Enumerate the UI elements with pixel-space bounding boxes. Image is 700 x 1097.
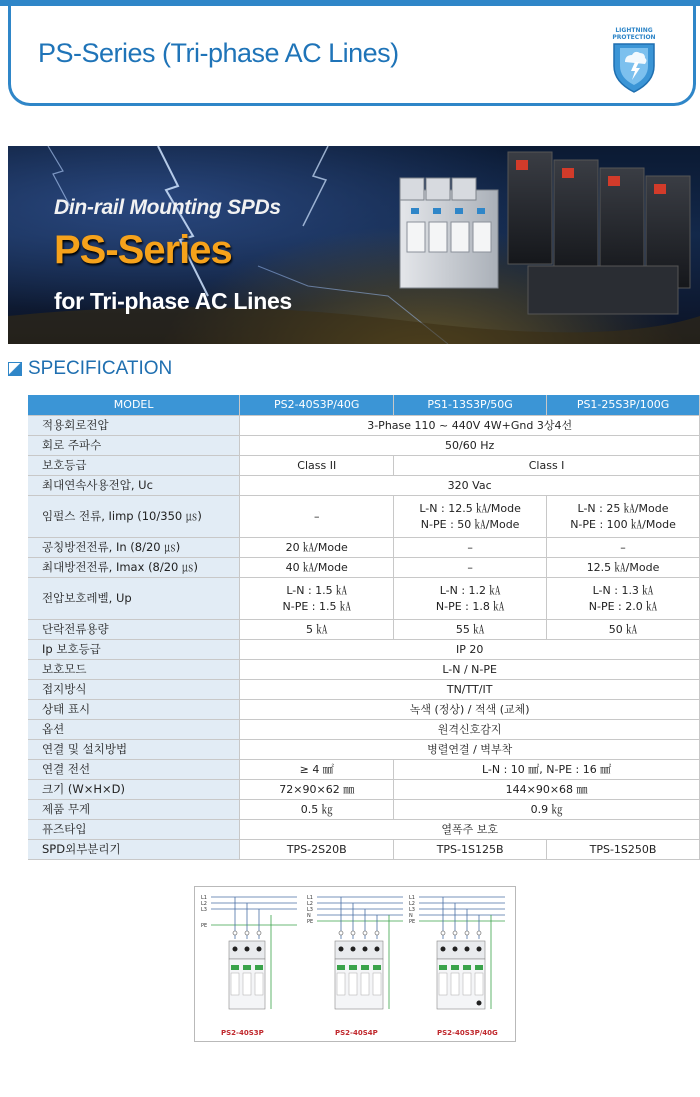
status-window: [337, 965, 345, 970]
banner-title: PS-Series: [54, 228, 232, 272]
row-value: [547, 577, 700, 619]
terminal: [363, 931, 367, 935]
value-line: N-PE : 100 ㎄/Mode: [570, 518, 676, 531]
row-label: 단락전류용량: [28, 619, 240, 639]
line-label: L2: [307, 901, 313, 907]
row-value: TPS-2S20B: [240, 839, 394, 859]
table-row: [28, 475, 700, 495]
line-label: L2: [409, 901, 415, 907]
cartridge: [439, 973, 447, 995]
terminal: [351, 931, 355, 935]
table-header-row: [28, 395, 700, 415]
header-model-1: PS2-40S3P/40G: [240, 395, 394, 415]
cartridge: [373, 973, 381, 995]
section-marker-icon: [8, 362, 22, 376]
row-label: 보호등급: [28, 455, 240, 475]
row-value: IP 20: [240, 639, 700, 659]
row-label: 상태 표시: [28, 699, 240, 719]
row-value: 320 Vac: [240, 475, 700, 495]
table-row: [28, 679, 700, 699]
row-label: 공칭방전전류, In (8/20 ㎲): [28, 537, 240, 557]
diagram-caption: PS2-40S3P: [221, 1029, 264, 1037]
row-value: 3-Phase 110 ~ 440V 4W+Gnd 3상4선: [240, 415, 700, 435]
terminal: [453, 931, 457, 935]
row-label: 크기 (W×H×D): [28, 779, 240, 799]
row-value: TN/TT/IT: [240, 679, 700, 699]
status-window: [451, 965, 459, 970]
table-row: [28, 819, 700, 839]
row-value: 40 ㎄/Mode: [240, 557, 394, 577]
row-value: 5 ㎄: [240, 619, 394, 639]
table-row: [28, 699, 700, 719]
value-line: N-PE : 1.8 ㎄: [435, 600, 505, 613]
terminal-screw: [375, 947, 380, 952]
cartridge: [337, 973, 345, 995]
banner-subtitle: Din-rail Mounting SPDs: [54, 196, 281, 219]
value-line: L-N : 1.3 ㎄: [592, 584, 654, 597]
status-window: [231, 965, 239, 970]
terminal-screw: [465, 947, 470, 952]
row-value: L-N / N-PE: [240, 659, 700, 679]
status-window: [255, 965, 263, 970]
row-label: 최대연속사용전압, Uc: [28, 475, 240, 495]
header-model: MODEL: [28, 395, 240, 415]
row-value: 55 ㎄: [394, 619, 547, 639]
table-row: [28, 537, 700, 557]
line-label: L2: [201, 901, 207, 907]
terminal-screw: [257, 947, 262, 952]
table-row: [28, 739, 700, 759]
line-label: L3: [409, 907, 415, 913]
row-value: [240, 577, 394, 619]
row-value: Class II: [240, 455, 394, 475]
table-row: [28, 759, 700, 779]
terminal: [375, 931, 379, 935]
line-label: L1: [409, 895, 415, 901]
row-value: 50 ㎄: [547, 619, 700, 639]
line-label: PE: [201, 923, 208, 929]
line-label: L3: [307, 907, 313, 913]
line-label: L1: [201, 895, 207, 901]
row-label: 접지방식: [28, 679, 240, 699]
badge-text-line1: LIGHTNING: [615, 27, 653, 34]
row-value: 0.9 ㎏: [394, 799, 700, 819]
row-value: –: [394, 537, 547, 557]
status-window: [463, 965, 471, 970]
table-row: [28, 839, 700, 859]
value-line: N-PE : 1.5 ㎄: [282, 600, 351, 613]
row-value: [547, 495, 700, 537]
row-label: 퓨즈타입: [28, 819, 240, 839]
row-value: –: [547, 537, 700, 557]
row-label: 제품 무게: [28, 799, 240, 819]
diagram-caption: PS2-40S3P/40G: [437, 1029, 498, 1037]
row-value: [394, 577, 547, 619]
terminal: [441, 931, 445, 935]
terminal-screw: [363, 947, 368, 952]
product-banner: [8, 146, 700, 344]
terminal: [233, 931, 237, 935]
terminal: [465, 931, 469, 935]
value-line: L-N : 12.5 ㎄/Mode: [419, 502, 521, 515]
row-label: SPD외부분리기: [28, 839, 240, 859]
lightning-protection-badge-icon: [606, 24, 662, 96]
row-value: TPS-1S250B: [547, 839, 700, 859]
terminal-screw: [441, 947, 446, 952]
status-window: [361, 965, 369, 970]
line-label: PE: [307, 919, 314, 925]
row-value: 12.5 ㎄/Mode: [547, 557, 700, 577]
line-label: PE: [409, 919, 416, 925]
row-value: 원격신호감지: [240, 719, 700, 739]
cartridge: [463, 973, 471, 995]
status-window: [475, 965, 483, 970]
terminal-screw: [351, 947, 356, 952]
table-row: [28, 435, 700, 455]
wiring-diagram-drawing: [195, 887, 517, 1043]
terminal: [477, 931, 481, 935]
terminal-screw: [477, 1001, 482, 1006]
spec-table: [28, 395, 700, 860]
table-row: [28, 577, 700, 619]
row-value: 병렬연결 / 벽부착: [240, 739, 700, 759]
row-value: 72×90×62 ㎜: [240, 779, 394, 799]
terminal: [339, 931, 343, 935]
line-label: L3: [201, 907, 207, 913]
row-value: TPS-1S125B: [394, 839, 547, 859]
row-label: 옵션: [28, 719, 240, 739]
row-value: [394, 495, 547, 537]
terminal-screw: [233, 947, 238, 952]
specification-heading: [8, 358, 172, 380]
banner-tagline: for Tri-phase AC Lines: [54, 288, 292, 314]
row-value: –: [240, 495, 394, 537]
row-label: 회로 주파수: [28, 435, 240, 455]
terminal: [257, 931, 261, 935]
value-line: L-N : 1.5 ㎄: [286, 584, 348, 597]
table-row: [28, 639, 700, 659]
row-label: 연결 전선: [28, 759, 240, 779]
row-value: 50/60 Hz: [240, 435, 700, 455]
cartridge: [361, 973, 369, 995]
line-label: L1: [307, 895, 313, 901]
terminal-screw: [453, 947, 458, 952]
row-value: 20 ㎄/Mode: [240, 537, 394, 557]
table-row: [28, 415, 700, 435]
status-window: [349, 965, 357, 970]
header-model-3: PS1-25S3P/100G: [547, 395, 700, 415]
row-label: Ip 보호등급: [28, 639, 240, 659]
table-row: [28, 619, 700, 639]
diagram-caption: PS2-40S4P: [335, 1029, 378, 1037]
value-line: L-N : 1.2 ㎄: [439, 584, 501, 597]
table-row: [28, 495, 700, 537]
value-line: N-PE : 50 ㎄/Mode: [420, 518, 520, 531]
line-label: N: [409, 913, 413, 919]
value-line: L-N : 25 ㎄/Mode: [577, 502, 669, 515]
terminal-screw: [339, 947, 344, 952]
specification-title: SPECIFICATION: [28, 358, 173, 379]
status-window: [439, 965, 447, 970]
terminal-screw: [245, 947, 250, 952]
row-value: Class I: [394, 455, 700, 475]
row-value: ≥ 4 ㎟: [240, 759, 394, 779]
table-row: [28, 557, 700, 577]
row-value: 녹색 (정상) / 적색 (교체): [240, 699, 700, 719]
row-value: 144×90×68 ㎜: [394, 779, 700, 799]
table-row: [28, 719, 700, 739]
cartridge: [231, 973, 239, 995]
terminal: [245, 931, 249, 935]
value-line: N-PE : 2.0 ㎄: [588, 600, 658, 613]
badge-text-line2: PROTECTION: [612, 34, 656, 41]
row-value: 열폭주 보호: [240, 819, 700, 839]
terminal-screw: [477, 947, 482, 952]
row-label: 임펄스 전류, Iimp (10/350 ㎲): [28, 495, 240, 537]
table-row: [28, 659, 700, 679]
row-label: 최대방전전류, Imax (8/20 ㎲): [28, 557, 240, 577]
row-label: 연결 및 설치방법: [28, 739, 240, 759]
line-label: N: [307, 913, 311, 919]
table-row: [28, 799, 700, 819]
cartridge: [349, 973, 357, 995]
row-label: 보호모드: [28, 659, 240, 679]
header-model-2: PS1-13S3P/50G: [394, 395, 547, 415]
row-value: L-N : 10 ㎟, N-PE : 16 ㎟: [394, 759, 700, 779]
status-window: [373, 965, 381, 970]
row-value: 0.5 ㎏: [240, 799, 394, 819]
row-label: 전압보호레벨, Up: [28, 577, 240, 619]
status-window: [243, 965, 251, 970]
table-row: [28, 779, 700, 799]
page-title: PS-Series (Tri-phase AC Lines): [38, 38, 399, 68]
cartridge: [451, 973, 459, 995]
table-row: [28, 455, 700, 475]
cartridge: [255, 973, 263, 995]
row-value: –: [394, 557, 547, 577]
row-label: 적용회로전압: [28, 415, 240, 435]
cartridge: [475, 973, 483, 995]
cartridge: [243, 973, 251, 995]
wiring-diagram: [194, 886, 516, 1042]
